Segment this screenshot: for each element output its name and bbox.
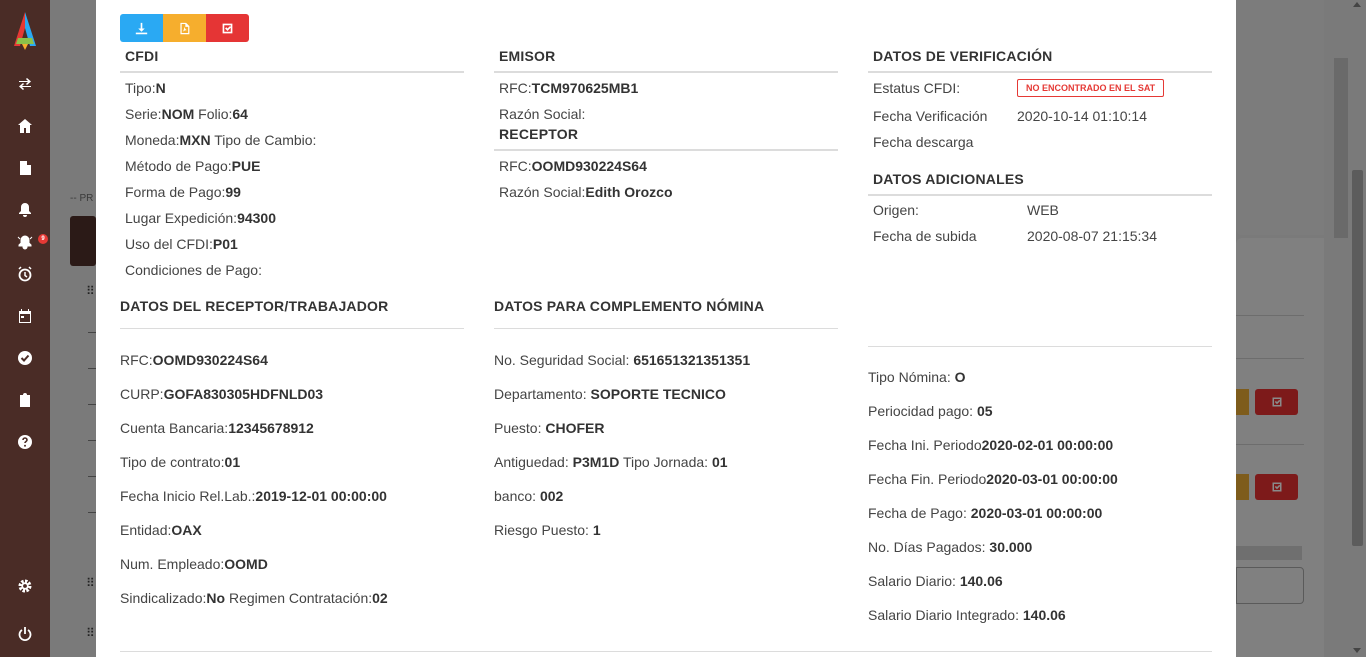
fecha-descarga-label: Fecha descarga [873, 134, 974, 150]
cfdi-serie-folio: Serie:NOM Folio:64 [125, 106, 248, 122]
verify-button[interactable] [206, 14, 249, 42]
background-divider [1236, 444, 1304, 445]
check-circle-icon[interactable] [13, 346, 37, 370]
check-square-icon [1271, 396, 1283, 408]
cfdi-lugar-expedicion: Lugar Expedición:94300 [125, 210, 277, 226]
nomina-fecha-inicio-periodo: Fecha Ini. Periodo2020-02-01 00:00:00 [868, 437, 1114, 453]
receptor-section-title: RECEPTOR [499, 126, 579, 142]
estatus-label: Estatus CFDI: [873, 80, 961, 96]
background-divider [88, 512, 96, 513]
fecha-verificacion-label: Fecha Verificación [873, 108, 988, 124]
trabajador-section-title: DATOS DEL RECEPTOR/TRABAJADOR [120, 298, 389, 314]
clipboard-icon[interactable] [13, 388, 37, 412]
bell-icon[interactable] [13, 198, 37, 222]
check-square-icon [1271, 481, 1283, 493]
background-divider [88, 368, 96, 369]
scroll-up-icon[interactable] [1353, 2, 1361, 7]
drag-handle-icon: ⠿ [86, 576, 95, 590]
section-divider [494, 149, 838, 151]
background-divider [88, 404, 96, 405]
nomina-riesgo-puesto: Riesgo Puesto: 1 [494, 522, 601, 538]
nomina-banco: banco: 002 [494, 488, 564, 504]
exchange-icon[interactable] [13, 72, 37, 96]
emisor-section-title: EMISOR [499, 48, 556, 64]
nomina-tipo: Tipo Nómina: O [868, 369, 966, 385]
adicionales-section-title: DATOS ADICIONALES [873, 171, 1024, 187]
background-home-tile [70, 216, 96, 266]
background-divider [1236, 315, 1304, 316]
cfdi-moneda: Moneda:MXN Tipo de Cambio: [125, 132, 317, 148]
download-button[interactable] [120, 14, 163, 42]
trabajador-fecha-inicio: Fecha Inicio Rel.Lab.:2019-12-01 00:00:00 [120, 488, 387, 504]
origen-value: WEB [1027, 202, 1059, 218]
nomina-dias-pagados: No. Días Pagados: 30.000 [868, 539, 1033, 555]
trabajador-curp: CURP:GOFA830305HDFNLD03 [120, 386, 324, 402]
settings-icon[interactable] [13, 574, 37, 598]
nomina-fecha-pago: Fecha de Pago: 2020-03-01 00:00:00 [868, 505, 1103, 521]
notification-badge: 9 [38, 234, 48, 244]
power-icon[interactable] [13, 622, 37, 646]
sidebar [0, 0, 50, 657]
background-section-label: -- PR [70, 193, 94, 204]
page-scrollbar[interactable] [1349, 0, 1366, 657]
section-divider [120, 651, 1212, 652]
alarm-clock-icon[interactable] [13, 262, 37, 286]
trabajador-entidad: Entidad:OAX [120, 522, 202, 538]
nomina-section-title: DATOS PARA COMPLEMENTO NÓMINA [494, 298, 765, 314]
emisor-razon-social: Razón Social: [499, 106, 586, 122]
receptor-razon-social: Razón Social:Edith Orozco [499, 184, 673, 200]
section-divider [868, 194, 1212, 196]
fecha-verificacion-value: 2020-10-14 01:10:14 [1017, 108, 1147, 124]
check-square-icon [221, 22, 234, 35]
trabajador-sindicalizado: Sindicalizado:No Regimen Contratación:02 [120, 590, 388, 606]
verificacion-section-title: DATOS DE VERIFICACIÓN [873, 48, 1053, 64]
modal-toolbar [120, 14, 249, 42]
cfdi-uso: Uso del CFDI:P01 [125, 236, 238, 252]
receptor-rfc: RFC:OOMD930224S64 [499, 158, 647, 174]
emisor-rfc: RFC:TCM970625MB1 [499, 80, 639, 96]
background-card [1236, 0, 1324, 235]
section-divider [120, 328, 464, 329]
scroll-thumb[interactable] [1352, 170, 1363, 546]
download-icon [135, 22, 148, 35]
home-icon[interactable] [13, 114, 37, 138]
section-divider [494, 328, 838, 329]
nomina-fecha-fin-periodo: Fecha Fin. Periodo2020-03-01 00:00:00 [868, 471, 1118, 487]
pdf-button[interactable] [163, 14, 206, 42]
background-divider [88, 332, 96, 333]
cfdi-detail-modal [96, 0, 1236, 657]
help-icon[interactable] [13, 430, 37, 454]
drag-handle-icon: ⠿ [86, 626, 95, 640]
cfdi-condiciones-pago: Condiciones de Pago: [125, 262, 262, 278]
section-divider [868, 346, 1212, 347]
nomina-salario-diario: Salario Diario: 140.06 [868, 573, 1003, 589]
section-divider [120, 71, 464, 73]
cfdi-tipo: Tipo:N [125, 80, 166, 96]
background-divider [88, 476, 96, 477]
app-logo[interactable] [10, 10, 40, 52]
background-check-button [1255, 474, 1298, 500]
fecha-subida-label: Fecha de subida [873, 228, 977, 244]
nomina-puesto: Puesto: CHOFER [494, 420, 605, 436]
trabajador-cuenta-bancaria: Cuenta Bancaria:12345678912 [120, 420, 314, 436]
origen-label: Origen: [873, 202, 919, 218]
cfdi-forma-pago: Forma de Pago:99 [125, 184, 241, 200]
calendar-icon[interactable] [13, 304, 37, 328]
nomina-antiguedad: Antiguedad: P3M1D Tipo Jornada: 01 [494, 454, 728, 470]
nomina-departamento: Departamento: SOPORTE TECNICO [494, 386, 726, 402]
drag-handle-icon: ⠿ [86, 284, 95, 298]
trabajador-rfc: RFC:OOMD930224S64 [120, 352, 268, 368]
background-button [1236, 389, 1249, 415]
cfdi-metodo-pago: Método de Pago:PUE [125, 158, 261, 174]
scroll-down-icon[interactable] [1353, 648, 1361, 653]
trabajador-tipo-contrato: Tipo de contrato:01 [120, 454, 241, 470]
bell-alert-icon[interactable] [13, 230, 37, 254]
nomina-periodicidad: Periocidad pago: 05 [868, 403, 993, 419]
document-icon[interactable] [13, 156, 37, 180]
background-horizontal-scrollbar [1236, 546, 1302, 560]
background-divider [88, 440, 96, 441]
section-divider [868, 71, 1212, 73]
background-divider [1236, 358, 1304, 359]
background-select [1236, 567, 1304, 604]
background-button [1236, 474, 1249, 500]
fecha-subida-value: 2020-08-07 21:15:34 [1027, 228, 1157, 244]
background-inner-scrollbar [1334, 58, 1348, 238]
cfdi-section-title: CFDI [125, 48, 159, 64]
nomina-nss: No. Seguridad Social: 651651321351351 [494, 352, 751, 368]
status-badge: NO ENCONTRADO EN EL SAT [1017, 79, 1164, 97]
trabajador-num-empleado: Num. Empleado:OOMD [120, 556, 268, 572]
background-check-button [1255, 389, 1298, 415]
pdf-file-icon [178, 22, 191, 35]
nomina-salario-integrado: Salario Diario Integrado: 140.06 [868, 607, 1066, 623]
section-divider [494, 71, 838, 73]
